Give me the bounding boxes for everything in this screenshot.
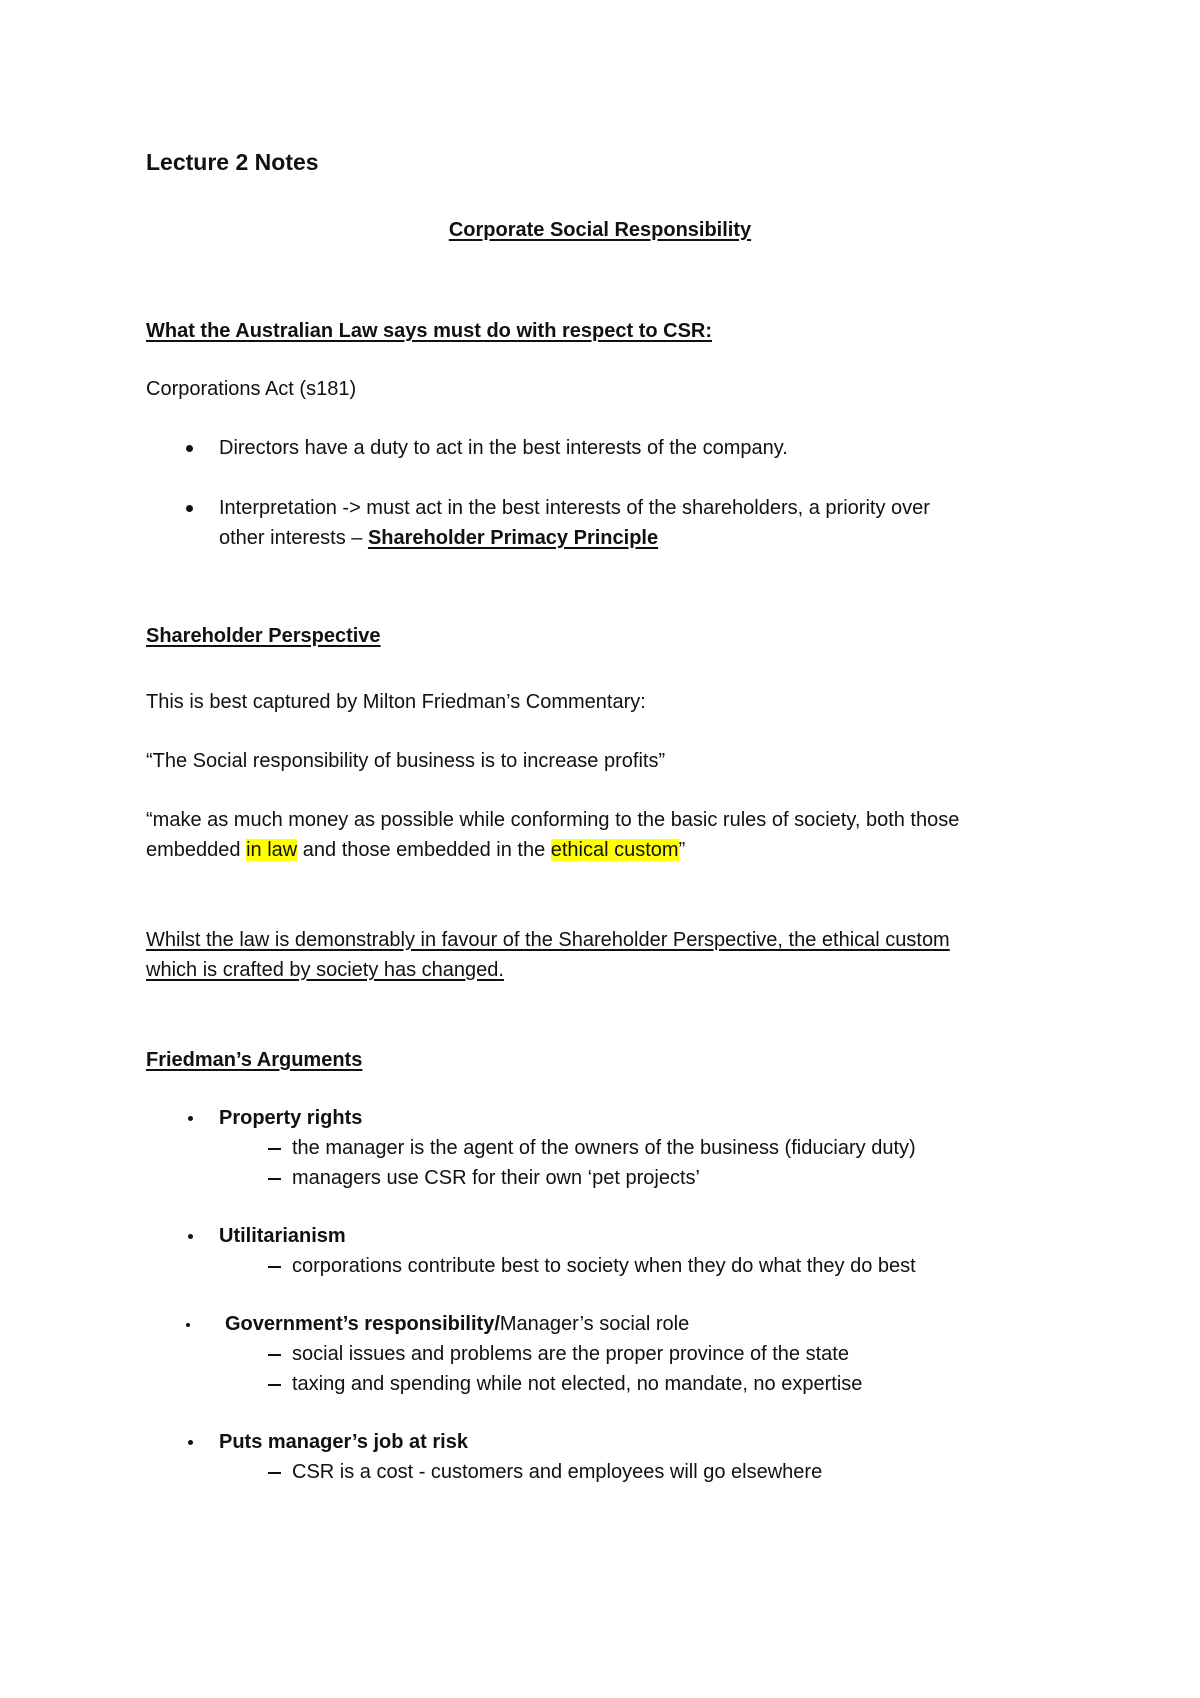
dash-icon (268, 1266, 281, 1268)
dash-icon (268, 1384, 281, 1386)
quote-text: embedded (146, 839, 247, 861)
highlight-ethical-custom: ethical custom (550, 839, 679, 861)
argument-government-responsibility (225, 1310, 689, 1338)
argument-sub-item: social issues and problems are the proper province of the state (292, 1343, 849, 1365)
friedman-intro: This is best captured by Milton Friedman’s Commentary: (146, 691, 646, 713)
argument-property-rights: Property rights (219, 1107, 363, 1129)
argument-sub-item: CSR is a cost - customers and employees will go elsewhere (292, 1461, 823, 1483)
bullet-icon (186, 445, 193, 452)
document-subtitle: Corporate Social Responsibility (448, 219, 752, 241)
dash-icon (268, 1148, 281, 1150)
law-bullet-interpretation-line1: Interpretation -> must act in the best interests of the shareholders, a priority over (219, 497, 930, 519)
friedman-arguments-heading: Friedman’s Arguments (146, 1049, 363, 1071)
friedman-quote-2-line1: “make as much money as possible while conforming to the basic rules of society, both those (146, 809, 960, 831)
argument-label-bold: Government’s responsibility/ (225, 1313, 500, 1335)
bullet-icon (186, 1323, 190, 1327)
corporations-act-label: Corporations Act (s181) (146, 378, 357, 400)
friedman-quote-2-line2 (146, 836, 685, 864)
interpretation-prefix: other interests – (219, 527, 368, 549)
bullet-icon (188, 1234, 193, 1239)
dash-icon (268, 1472, 281, 1474)
argument-utilitarianism: Utilitarianism (219, 1225, 346, 1247)
dash-icon (268, 1354, 281, 1356)
dash-icon (268, 1178, 281, 1180)
bullet-icon (188, 1116, 193, 1121)
friedman-quote-1: “The Social responsibility of business is to increase profits” (146, 750, 666, 772)
shareholder-primacy-term: Shareholder Primacy Principle (367, 527, 659, 549)
argument-label-rest: Manager’s social role (499, 1313, 690, 1335)
argument-job-at-risk: Puts manager’s job at risk (219, 1431, 468, 1453)
law-bullet-directors-duty: Directors have a duty to act in the best interests of the company. (219, 437, 788, 459)
argument-sub-item: corporations contribute best to society when they do what they do best (292, 1255, 916, 1277)
argument-sub-item: managers use CSR for their own ‘pet projects’ (292, 1167, 700, 1189)
bullet-icon (188, 1440, 193, 1445)
argument-sub-item: taxing and spending while not elected, no mandate, no expertise (292, 1373, 863, 1395)
highlight-in-law: in law (246, 839, 298, 861)
page-title: Lecture 2 Notes (146, 149, 319, 175)
shareholder-perspective-heading: Shareholder Perspective (146, 625, 381, 647)
bullet-icon (186, 505, 193, 512)
law-bullet-interpretation-line2 (219, 524, 658, 552)
law-section-heading: What the Australian Law says must do with respect to CSR: (146, 320, 713, 342)
argument-sub-item: the manager is the agent of the owners of the business (fiduciary duty) (292, 1137, 916, 1159)
quote-text: and those embedded in the (297, 839, 551, 861)
quote-text: ” (678, 839, 686, 861)
ethical-custom-note-line1: Whilst the law is demonstrably in favour of the Shareholder Perspective, the ethical custom (146, 929, 950, 951)
ethical-custom-note-line2: which is crafted by society has changed. (146, 959, 504, 981)
